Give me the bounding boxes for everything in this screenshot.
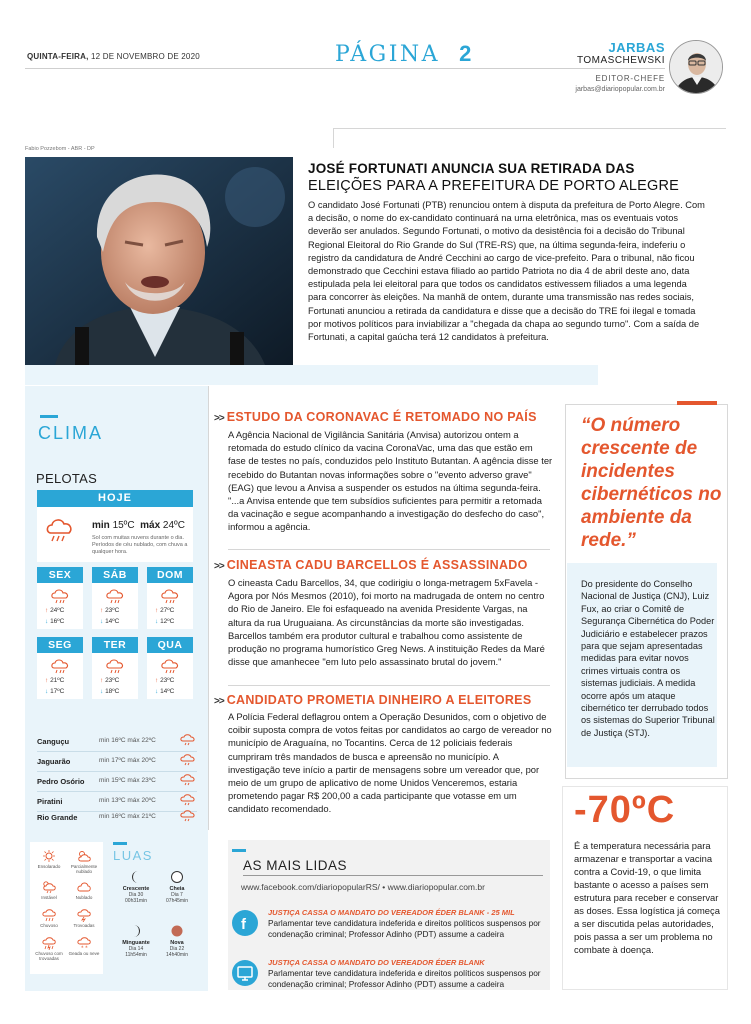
storm-cloud-icon: [105, 657, 125, 675]
storm-cloud-icon: [180, 809, 196, 822]
most-read-summary: Parlamentar teve candidatura indeferida e direitos políticos suspensos por condenação criminal; Professor Adinho (PDT) assume a cadeira: [268, 968, 541, 989]
forecast-day-name: TER: [92, 637, 138, 653]
city-forecast-row: Pedro Osório min 15ºC máx 23ºC: [37, 771, 197, 791]
legend-item: Nublado: [66, 880, 102, 900]
partly-cloudy-icon: [76, 849, 92, 863]
weather-title: CLIMA: [38, 423, 104, 443]
city-forecast-row: Rio Grande min 16ºC máx 21ºC: [37, 807, 197, 827]
header-divider: [25, 68, 665, 69]
today-label: HOJE: [37, 490, 193, 507]
storm-cloud-icon: [180, 753, 196, 766]
cloud-icon: [76, 880, 92, 894]
pull-quote: “O número crescente de incidentes cibernéticos no ambiente da rede.”: [581, 415, 722, 551]
article-body: O cineasta Cadu Barcellos, 34, que codirigiu o longa-metragem 5xFavela - Agora por Nós Mesmos (2010), foi morto na madrugada de ontem no centro do Rio de Janeiro. Ele foi esfaqueado na avenida Presidente Vargas, na altura da rua Uruguaiana. As circunstâncias da morte são investigadas. Barcellos também era produtor cultural e trabalhou como assistente de produção no programa humorístico Greg News. A instituição Redes da Maré disse que amanhecee "em luto pelo assassinato brutal do jovem.": [228, 577, 545, 668]
moon-phase: Crescente Dia 30 00h31min: [117, 870, 155, 904]
legend-item: Parcialmente nublado: [66, 849, 102, 874]
article-divider: [228, 685, 550, 686]
storm-cloud-icon: [50, 587, 70, 605]
new-moon-icon: [170, 924, 184, 938]
full-moon-icon: [170, 870, 184, 884]
storm-cloud-icon: [50, 657, 70, 675]
snow-icon: [76, 936, 92, 950]
editor-last-name: TOMASCHEWSKI: [576, 55, 665, 66]
rain-thunder-icon: [41, 936, 57, 950]
moons-accent-bar: [113, 842, 127, 845]
page-number: PÁGINA 2: [335, 41, 474, 67]
most-read-divider: [243, 875, 543, 876]
thunderstorm-icon: [76, 908, 92, 922]
moon-phase: Cheia Dia 7 07h45min: [158, 870, 196, 904]
quote-context: Do presidente do Conselho Nacional de Justiça (CNJ), Luiz Fux, ao criar o Comitê de Segurança Cibernética do Poder Judiciário e estabelecer prazos para que sejam apresentadas medidas para evitar novos crimes virtuais contra os sistemas judiciais. A medida ocorre após um ataque cibernético ter derrubado todos os sistemas do Superior Tribunal de Justiça (STJ).: [581, 579, 715, 738]
editor-role: EDITOR-CHEFE: [595, 74, 665, 83]
editor-email[interactable]: jarbas@diariopopular.com.br: [575, 86, 665, 93]
fortunati-photo: [25, 157, 293, 365]
most-read-accent-bar: [232, 849, 246, 852]
column-divider: [208, 386, 209, 830]
moon-phase: Nova Dia 22 14h40min: [158, 924, 196, 958]
legend-item: Ensolarado: [31, 849, 67, 869]
moons-title: LUAS: [113, 848, 153, 863]
forecast-day: SÁB ↑ 23ºC ↓ 14ºC: [92, 567, 138, 629]
website-icon[interactable]: [232, 960, 258, 986]
storm-cloud-icon: [160, 587, 180, 605]
svg-text:f: f: [241, 916, 246, 933]
crescent-moon-icon: [129, 870, 143, 884]
article-frame-rule: [333, 128, 726, 148]
most-read-headline[interactable]: JUSTIÇA CASSA O MANDATO DO VEREADOR ÉDER BLANK - 25 MIL: [268, 908, 515, 917]
city-forecast-row: Jaguarão min 17ºC máx 20ºC: [37, 751, 197, 771]
legend-item: * * Geada ou neve: [66, 936, 102, 956]
photo-credit: Fabio Pozzebom - ABR - DP: [25, 146, 95, 152]
article-body: A Agência Nacional de Vigilância Sanitária (Anvisa) autorizou ontem a retomada do estudo clínico da vacina CoronaVac, uma das que estão em fase de testes no país, conduzidos pelo Instituto Butantan. A agência disse ter recebido do Butantan novas informações sobre o "evento adverso grave" (EAG) que levou a Anvisa a suspender os estudos na última segunda-feira. "...a Anvisa entende que tem subsídios suficientes para permitir a retomada da vacinação e segue acompanhando a investigação do desfecho do caso", informou a agência.: [228, 429, 553, 533]
quote-accent-bar: [677, 401, 717, 405]
most-read-summary: Parlamentar teve candidatura indeferida e direitos políticos suspensos por condenação criminal; Professor Adinho (PDT) assume a cadeira: [268, 918, 541, 939]
legend-item: Instável: [31, 880, 67, 900]
article-footer-band: [25, 365, 598, 385]
main-article-body: O candidato José Fortunati (PTB) renunciou ontem à disputa da prefeitura de Porto Alegre. Com a decisão, o nome do ex-candidato continuará na urna eletrônica, mas os eventuais votos deverão ser anulados. Segundo Fortunati, o motivo da desistência foi a decisão do Tribunal Regional Eleitoral do Rio Grande do Sul (TRE-RS) que, na última segunda-feira, indeferiu o registro da candidatura de André Cecchini ao cargo de vice-prefeito. Para o tribunal, não ficou demonstrado que Cecchini estava filiado ao partido Patriota no dia 4 de abril deste ano, data estipulada pela lei eleitoral para que todos os candidatos estivessem filiados a uma legenda para concorrer às eleições. Na manhã de ontem, durante uma transmissão nas redes sociais, Fortunati anunciou a retirada da candidatura e disse que a decisão do TRE foi ilegal e tomada por motivos políticos para inviabilizar a "chegada da chapa ao segundo turno". Com a saída de Fortunati, a capital gaúcha terá 12 candidatos à prefeitura.: [308, 200, 705, 343]
waning-moon-icon: [129, 924, 143, 938]
rain-icon: [41, 908, 57, 922]
sun-icon: [41, 849, 57, 863]
most-read-title: AS MAIS LIDAS: [243, 858, 348, 873]
article-headline: >> CINEASTA CADU BARCELLOS É ASSASSINADO: [214, 558, 528, 572]
storm-cloud-icon: [180, 793, 196, 806]
forecast-day: SEG ↑ 21ºC ↓ 17ºC: [37, 637, 83, 699]
weather-accent-bar: [40, 415, 58, 418]
edition-date: QUINTA-FEIRA, 12 DE NOVEMBRO DE 2020: [27, 52, 200, 61]
forecast-day: SEX ↑ 24ºC ↓ 16ºC: [37, 567, 83, 629]
article-headline: >> ESTUDO DA CORONAVAC É RETOMADO NO PAÍS: [214, 410, 537, 424]
forecast-day-name: DOM: [147, 567, 193, 583]
main-headline-regular: ELEIÇÕES PARA A PREFEITURA DE PORTO ALEGRE: [308, 178, 680, 194]
article-body: A Polícia Federal deflagrou ontem a Operação Desunidos, com o objetivo de coibir suposta compra de votos feitas por candidatos ao cargo de vereador no município de Araguaína, no Tocantins. Cerca de 12 policiais federais cumpriram três mandados de busca e apreensão no município. A investigação teve início a partir de mensagens sobre um vereador que, por meio de um grupo de aplicativo de nome Unidos Venceremos, estaria prometendo pagar R$ 200,00 a cada participante que votasse em um candidato recomendado.: [228, 711, 552, 815]
forecast-day: QUA ↑ 23ºC ↓ 14ºC: [147, 637, 193, 699]
storm-cloud-icon: [180, 773, 196, 786]
legend-item: Chuvoso: [31, 908, 67, 928]
editor-avatar: [669, 40, 723, 94]
svg-text:* *: * *: [81, 945, 88, 950]
forecast-day-name: SÁB: [92, 567, 138, 583]
temperature-text: É a temperatura necessária para armazenar e transportar a vacina contra a Covid-19, o que limita bastante o acesso a países sem estrutura para receber e conservar as doses. Essa logística já começa a ser discutida pelas autoridades, pois passa a ser um problema no combate à doença.: [574, 840, 720, 955]
weather-city: PELOTAS: [36, 471, 98, 486]
city-forecast-row: Piratini min 13ºC máx 20ºC: [37, 791, 197, 811]
city-forecast-row: Canguçu min 16ºC máx 22ºC: [37, 731, 197, 751]
article-headline: >> CANDIDATO PROMETIA DINHEIRO A ELEITORES: [214, 693, 532, 707]
temperature-figure: -70ºC: [574, 789, 676, 831]
legend-item: Chuvoso com trovoadas: [31, 936, 67, 961]
today-description: Sol com muitas nuvens durante o dia. Períodos de céu nublado, com chuva a qualquer hora.: [92, 535, 188, 555]
forecast-day-name: SEX: [37, 567, 83, 583]
forecast-day: TER ↑ 23ºC ↓ 18ºC: [92, 637, 138, 699]
legend-item: Trovoadas: [66, 908, 102, 928]
main-headline-bold: JOSÉ FORTUNATI ANUNCIA SUA RETIRADA DAS: [308, 161, 635, 176]
today-min-max: min 15ºC máx 24ºC: [92, 520, 185, 531]
rain-cloud-icon: [43, 513, 77, 547]
unstable-weather-icon: [41, 880, 57, 894]
storm-cloud-icon: [105, 587, 125, 605]
storm-cloud-icon: [160, 657, 180, 675]
editor-first-name: JARBAS: [608, 40, 665, 55]
facebook-icon[interactable]: [232, 910, 258, 936]
most-read-links[interactable]: www.facebook.com/diariopopularRS/ • www.diariopopular.com.br: [241, 882, 485, 892]
forecast-day-name: QUA: [147, 637, 193, 653]
most-read-headline[interactable]: JUSTIÇA CASSA O MANDATO DO VEREADOR ÉDER BLANK: [268, 958, 485, 967]
moon-phase: Minguante Dia 14 11h54min: [117, 924, 155, 958]
article-divider: [228, 549, 550, 550]
storm-cloud-icon: [180, 733, 196, 746]
forecast-day: DOM ↑ 27ºC ↓ 12ºC: [147, 567, 193, 629]
forecast-day-name: SEG: [37, 637, 83, 653]
